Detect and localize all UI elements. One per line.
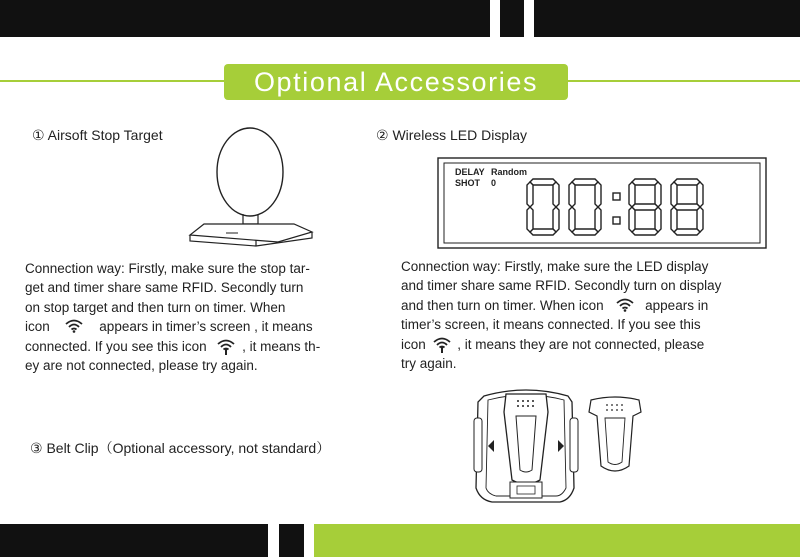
led-digit-segment — [572, 179, 598, 185]
led-digit-segment — [595, 207, 601, 232]
text-fragment: , it means they are not connected, please — [457, 336, 705, 352]
text-fragment: icon — [401, 336, 426, 352]
text-fragment: connected. If you see this icon — [25, 338, 207, 354]
led-digit-segment — [527, 207, 533, 232]
bottom-bar-right — [314, 524, 800, 557]
led-digit-segment — [671, 182, 677, 207]
led-digit-segment — [674, 179, 700, 185]
stop-target-line: on stop target and then turn on timer. When — [25, 299, 286, 315]
led-digit-segment — [697, 207, 703, 232]
led-colon-dot — [613, 217, 620, 224]
led-digit-segment — [629, 182, 635, 207]
stop-target-line: ey are not connected, please try again. — [25, 358, 258, 374]
top-bar-mid — [500, 0, 524, 37]
bottom-bar-mid — [279, 524, 304, 557]
led-display-description — [401, 257, 786, 373]
led-label-random: Random — [491, 167, 527, 177]
bottom-bar-left — [0, 524, 268, 557]
led-display-line: Connection way: Firstly, make sure the LED display — [401, 259, 709, 274]
led-digit-segment — [553, 182, 559, 207]
led-digit-segment — [553, 207, 559, 232]
led-digit-segment — [697, 182, 703, 207]
wifi-signal-icon — [64, 319, 84, 333]
led-digit-segment — [569, 182, 575, 207]
text-fragment: , it means th- — [242, 338, 321, 354]
stop-target-description — [25, 259, 370, 375]
text-fragment: and then turn on timer. When icon — [401, 297, 604, 313]
led-display-illustration — [437, 157, 767, 249]
stop-target-line — [25, 337, 370, 356]
wifi-signal-icon — [615, 298, 635, 312]
led-digit-segment — [530, 229, 556, 235]
led-digit-segment — [632, 179, 658, 185]
led-display-line: and timer share same RFID. Secondly turn on display — [401, 278, 722, 294]
led-display-heading: ② Wireless LED Display — [376, 127, 528, 143]
led-digit-segment — [530, 179, 556, 185]
text-fragment: icon — [25, 319, 50, 335]
led-digit-segment — [632, 204, 658, 210]
led-shot-value: 0 — [491, 178, 497, 188]
led-digit-segment — [671, 207, 677, 232]
wifi-broadcast-icon — [216, 339, 236, 353]
led-label-shot: SHOT — [455, 178, 481, 188]
belt-clip-on-timer-illustration — [470, 388, 582, 504]
text-fragment: appears in — [645, 297, 709, 313]
stop-target-heading: ① Airsoft Stop Target — [32, 127, 163, 143]
led-digit-segment — [527, 182, 533, 207]
led-digit-segment — [569, 207, 575, 232]
led-colon-dot — [613, 193, 620, 200]
stop-target-line — [25, 317, 370, 336]
led-digit-segment — [629, 207, 635, 232]
led-display-line — [401, 296, 786, 315]
led-digit-segment — [632, 229, 658, 235]
page-title: Optional Accessories — [224, 64, 568, 100]
led-digit-segment — [674, 204, 700, 210]
belt-clip-illustration — [585, 396, 645, 476]
led-display-line — [401, 335, 786, 354]
led-digit-segment — [655, 207, 661, 232]
belt-clip-heading: ③ Belt Clip（Optional accessory, not standard） — [30, 440, 331, 456]
top-bar-left — [0, 0, 490, 37]
stop-target-line: Connection way: Firstly, make sure the stop tar- — [25, 261, 310, 276]
wifi-broadcast-icon — [432, 337, 452, 351]
led-digit-segment — [674, 229, 700, 235]
text-fragment: appears in timer’s screen , it means — [99, 319, 313, 335]
led-display-line: timer’s screen, it means connected. If you see this — [401, 317, 701, 333]
stop-target-illustration — [186, 124, 316, 248]
led-label-delay: DELAY — [455, 167, 485, 177]
led-digit-segment — [572, 229, 598, 235]
top-bar-right — [534, 0, 800, 37]
led-digit-segment — [595, 182, 601, 207]
led-digit-segment — [655, 182, 661, 207]
led-display-line: try again. — [401, 356, 457, 372]
stop-target-line: get and timer share same RFID. Secondly turn — [25, 280, 304, 296]
